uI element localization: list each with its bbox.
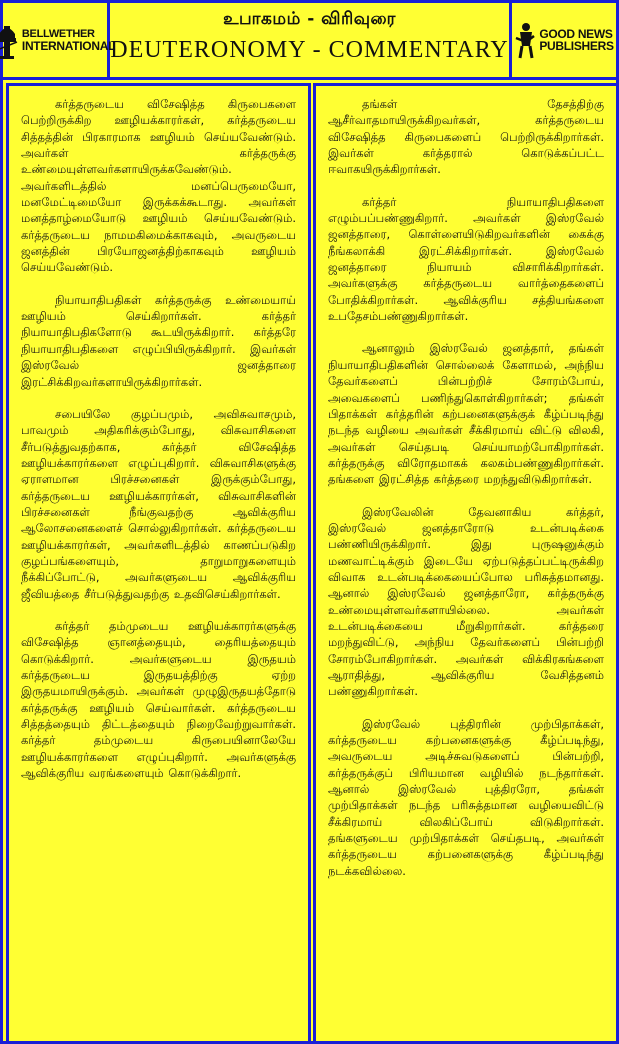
bellwether-logo-line1: BELLWETHER <box>21 28 95 40</box>
good-news-logo-text <box>539 28 613 52</box>
left-column <box>6 83 311 1044</box>
bellwether-logo-line2: INTERNATIONAL <box>21 39 116 53</box>
book-reader-icon <box>514 20 536 60</box>
left-paragraph-2: நியாயாதிபதிகள் கர்த்தருக்கு உண்மையாய் ஊழியம் செய்கிறார்கள். கர்த்தர் நியாயாதிபதிகளோடு கூடயிருக்கிறார். கர்த்தரே நியாயாதிபதிகளை எழுப்பியிருக்கிறார். இவர்கள் இஸ்ரவேல் ஜனத்தாரை இரட்சிக்கிறவர்களாயிருக்கிறார்கள். <box>21 292 296 389</box>
right-paragraph-4: இஸ்ரவேலின் தேவனாகிய கர்த்தர், இஸ்ரவேல் ஜனத்தாரோடு உடன்படிக்கை பண்ணியிருக்கிறார். இது புருஷனுக்கும் மணவாட்டிக்கும் இடையே ஏற்படுத்தப்பட்டிருக்கிற விவாக உடன்படிக்கையைப்போல பரிசுத்தமானது. ஆனால் இஸ்ரவேல் ஜனத்தாரோ, கர்த்தருக்கு உண்மையுள்ளவர்களாயில்லை. அவர்கள் உடன்படிக்கையை மீறுகிறார்கள். கர்த்தரை மறந்துவிட்டு, அந்நிய தேவர்களைப் பின்பற்றி சோரம்போகிறார்கள். அவர்கள் விக்கிரகங்களை ஆராதித்து, ஆவிக்குரிய வேசித்தனம் பண்ணுகிறார்கள். <box>328 504 604 699</box>
right-paragraph-2: கர்த்தர் நியாயாதிபதிகளை எழும்பப்பண்ணுகிறார். அவர்கள் இஸ்ரவேல் ஜனத்தாரை, கொள்ளையிடுகிறவர்களின் கைக்கு நீங்கலாக்கி இரட்சிக்கிறார்கள். இஸ்ரவேல் ஜனத்தாரை நியாயம் விசாரிக்கிறார்கள். அவர்களுக்கு கர்த்தருடைய வார்த்தைகளைப் போதிக்கிறார்கள். ஆவிக்குரிய சத்தியங்களை உபதேசம்பண்ணுகிறார்கள். <box>328 194 604 324</box>
bellwether-logo-text <box>22 28 115 52</box>
bellwether-logo <box>3 3 116 77</box>
bellwether-sheep-icon <box>0 20 19 60</box>
left-paragraph-3: சபையிலே குழப்பமும், அவிசுவாசமும், பாவமும் அதிகரிக்கும்போது, விசுவாசிகளை சீர்படுத்துவதற்காக, கர்த்தர் விசேஷித்த ஊழியக்காரர்களை எழுப்புகிறார். விசுவாசிகளுக்கு ஏராளமான பிரச்சனைகள் இருக்கும்போது, கர்த்தருடைய ஊழியக்காரர்கள், விசுவாசிகளின் பிரச்சனைகள் நீங்குவதற்கு ஆவிக்குரிய ஆலோசனைகளைச் சொல்லுகிறார்கள். கர்த்தருடைய ஊழியக்காரர்கள், அவர்களிடத்தில் காணப்படுகிற குழப்பங்களையும், தாறுமாறுகளையும் நீக்கிப்போட்டு, அவர்களுடைய ஆவிக்குரிய ஜீவியத்தை சீர்படுத்துவதற்கு உதவிசெய்கிறார்கள். <box>21 406 296 601</box>
header <box>3 3 616 80</box>
good-news-logo <box>509 3 616 77</box>
good-news-logo-line2: PUBLISHERS <box>539 39 614 53</box>
right-paragraph-1: தங்கள் தேசத்திற்கு ஆசீர்வாதமாயிருக்கிறவர்கள், கர்த்தருடைய விசேஷித்த கிருபைகளைப் பெற்றிருக்கிறார்கள். இவர்கள் கர்த்தரால் கொடுக்கப்பட்ட ஈவாகயிருக்கிறார்கள். <box>328 97 604 177</box>
good-news-logo-line1: GOOD NEWS <box>539 27 613 41</box>
right-paragraph-5: இஸ்ரவேல் புத்திரரின் முற்பிதாக்கள், கர்த்தருடைய கற்பனைகளுக்கு கீழ்ப்படிந்து, அவருடைய அடிச்சுவடுகளைப் பின்பற்றி, கர்த்தருக்குப் பிரியமான வழியில் நடந்தார்கள். ஆனால் இஸ்ரவேல் புத்திரரோ, தங்கள் முற்பிதாக்கள் நடந்த பரிசுத்தமான வழியைவிட்டு சீக்கிரமாய் விலகிப்போய் விடுகிறார்கள். தங்களுடைய முற்பிதாக்கள் செய்தபடி, அவர்கள் கர்த்தருடைய கற்பனைகளுக்கு கீழ்ப்படிந்து நடக்கவில்லை. <box>328 716 604 878</box>
right-paragraph-3: ஆனாலும் இஸ்ரவேல் ஜனத்தார், தங்கள் நியாயாதிபதிகளின் சொல்லைக் கேளாமல், அந்நிய தேவர்களைப் பின்பற்றிச் சோரம்போய், அவைகளைப் பணிந்துகொள்கிறார்கள்; தங்கள் பிதாக்கள் கர்த்தரின் கற்பனைகளுக்குக் கீழ்ப்படிந்து நடந்த வழியை அவர்கள் சீக்கிரமாய் விட்டு விலகி, அவர்கள் செய்தபடி செய்யாமற்போகிறார்கள். கர்த்தருக்கு விரோதமாகக் கலகம்பண்ணுகிறார்கள். தங்களை இரட்சித்த கர்த்தரை மறந்துவிடுகிறார்கள். <box>328 341 604 487</box>
left-paragraph-1: கர்த்தருடைய விசேஷித்த கிருபைகளை பெற்றிருக்கிற ஊழியக்காரர்கள், கர்த்தருடைய சித்தத்தின் பிரகாரமாக ஊழியம் செய்யவேண்டும். அவர்கள் கர்த்தருக்கு உண்மையுள்ளவர்களாயிருக்கவேண்டும். அவர்களிடத்தில் மனப்பெருமையோ, மனமேட்டிமையோ இருக்கக்கூடாது. அவர்கள் மனத்தாழ்மையோடு ஊழியம் செய்யவேண்டும். கர்த்தருடைய நாமமகிமைக்காகவும், அவருடைய ஜனத்தின் பிரயோஜனத்திற்காகவும் ஊழியம் செய்யவேண்டும். <box>21 97 296 275</box>
right-column <box>313 83 619 1044</box>
title-area <box>110 3 509 77</box>
page-title-english: DEUTERONOMY - COMMENTARY <box>110 37 509 63</box>
page-title-tamil: உபாகமம் - விரிவுரை <box>223 9 396 29</box>
left-paragraph-4: கர்த்தர் தம்முடைய ஊழியக்காரர்களுக்கு விசேஷித்த ஞானத்தையும், தைரியத்தையும் கொடுக்கிறார். அவர்களுடைய இருதயம் கர்த்தருடைய இருதயத்திற்கு ஏற்ற இருதயமாயிருக்கும். அவர்கள் முழுஇருதயத்தோடு கர்த்தருக்கு ஊழியம் செய்வார்கள். கர்த்தருடைய சித்தத்தையும் திட்டத்தையும் நிறைவேற்றுவார்கள். கர்த்தர் தம்முடைய கிருபையினாலேயே ஊழியக்காரர்களை எழுப்புகிறார். அவர்களுக்கு ஆவிக்குரிய வரங்களையும் கொடுக்கிறார். <box>21 618 296 781</box>
